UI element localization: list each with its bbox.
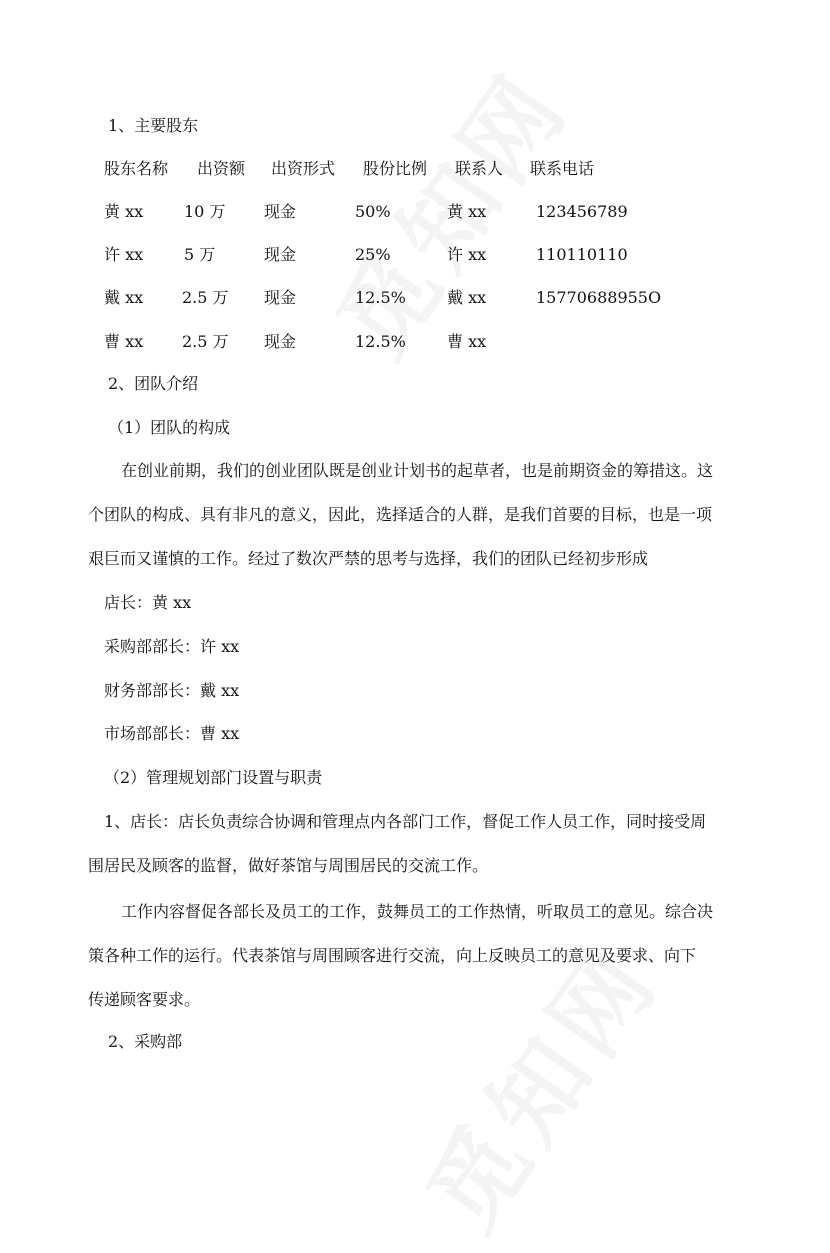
table-cell: 123456789: [536, 202, 628, 221]
table-cell: 现金: [264, 288, 297, 307]
paragraph-line: 工作内容督促各部长及员工的工作，鼓舞员工的工作热情，听取员工的意见。综合决: [121, 902, 714, 921]
table-cell: 黄 xx: [104, 202, 144, 221]
table-header: 出资额: [197, 159, 246, 178]
paragraph-line: 在创业前期，我们的创业团队既是创业计划书的起草者，也是前期资金的筹措这。这: [121, 461, 714, 480]
table-cell: 黄 xx: [447, 202, 487, 221]
table-header: 联系电话: [530, 159, 595, 178]
paragraph-line: 1、店长：店长负责综合协调和管理点内各部门工作，督促工作人员工作，同时接受周: [104, 812, 707, 831]
table-cell: 110110110: [536, 245, 628, 264]
table-cell: 戴 xx: [104, 288, 144, 307]
table-cell: 50%: [355, 202, 391, 221]
table-cell: 15770688955О: [536, 288, 662, 307]
table-header: 联系人: [455, 159, 504, 178]
paragraph-line: 传递顾客要求。: [88, 990, 201, 1009]
table-cell: 2.5 万: [182, 288, 229, 307]
section-heading-shareholders: 1、主要股东: [108, 116, 199, 135]
table-cell: 许 xx: [447, 245, 487, 264]
list-item: 财务部部长：戴 xx: [104, 681, 240, 700]
list-item: 店长：黄 xx: [104, 593, 192, 612]
paragraph-line: 策各种工作的运行。代表茶馆与周围顾客进行交流，向上反映员工的意见及要求、向下: [88, 946, 697, 965]
paragraph-line: 艰巨而又谨慎的工作。经过了数次严禁的思考与选择，我们的团队已经初步形成: [88, 549, 649, 568]
list-item: 市场部部长：曹 xx: [104, 724, 240, 743]
subheading-team-composition: （1）团队的构成: [108, 418, 231, 437]
table-cell: 现金: [264, 332, 297, 351]
table-cell: 10 万: [184, 202, 226, 221]
table-header: 出资形式: [271, 159, 336, 178]
table-cell: 5 万: [184, 245, 216, 264]
subheading-management: （2）管理规划部门设置与职责: [104, 768, 323, 787]
list-item: 采购部部长：许 xx: [104, 637, 240, 656]
table-cell: 25%: [355, 245, 391, 264]
section-heading-team: 2、团队介绍: [108, 374, 199, 393]
table-cell: 12.5%: [355, 288, 406, 307]
paragraph-line: 围居民及顾客的监督，做好茶馆与周围居民的交流工作。: [88, 856, 489, 875]
table-cell: 许 xx: [104, 245, 144, 264]
table-header: 股东名称: [104, 159, 169, 178]
table-cell: 戴 xx: [447, 288, 487, 307]
table-cell: 曹 xx: [447, 332, 487, 351]
section-heading-purchasing: 2、采购部: [108, 1032, 183, 1051]
table-cell: 现金: [264, 202, 297, 221]
table-cell: 现金: [264, 245, 297, 264]
paragraph-line: 个团队的构成、具有非凡的意义，因此，选择适合的人群，是我们首要的目标，也是一项: [88, 505, 713, 524]
table-cell: 12.5%: [355, 332, 406, 351]
table-cell: 2.5 万: [182, 332, 229, 351]
table-header: 股份比例: [363, 159, 428, 178]
table-cell: 曹 xx: [104, 332, 144, 351]
